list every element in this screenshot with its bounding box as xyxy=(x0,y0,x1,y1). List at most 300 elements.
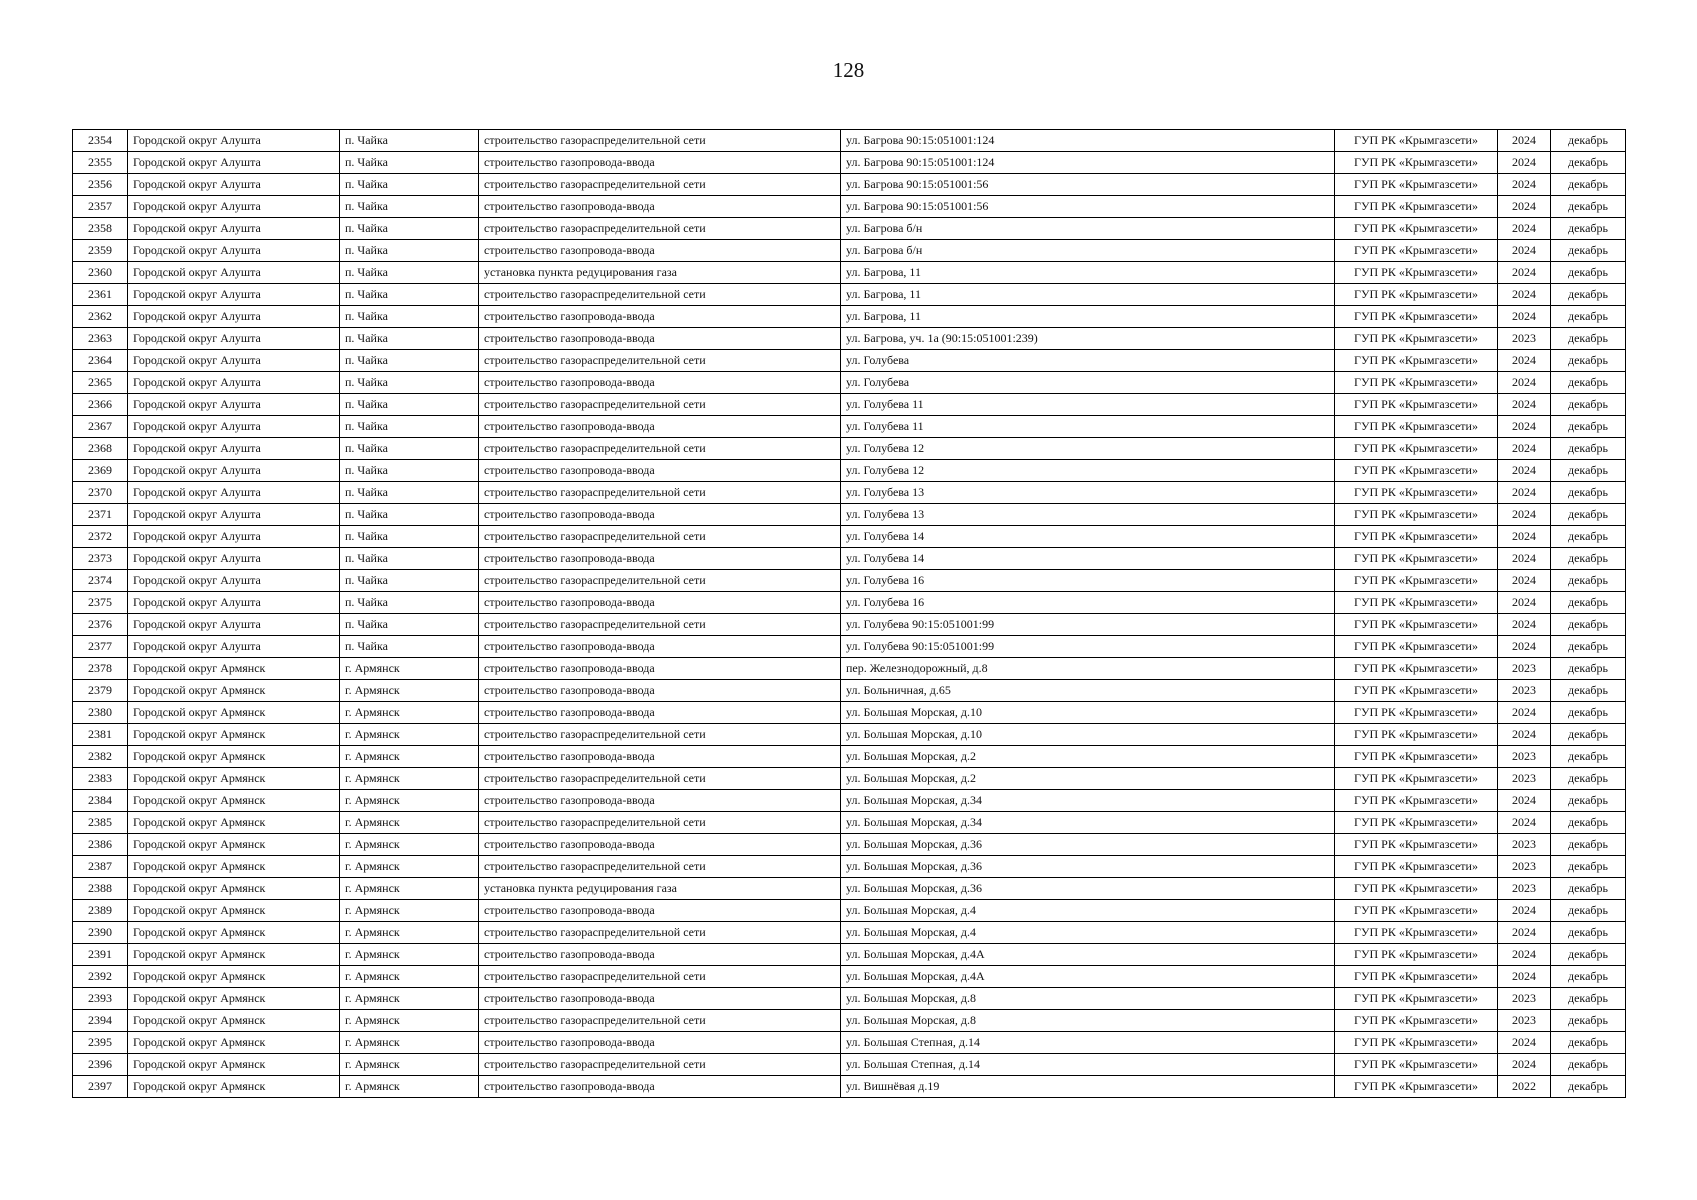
table-body xyxy=(73,130,1626,1098)
organization-cell: ГУП РК «Крымгазсети» xyxy=(1335,834,1498,856)
month-cell: декабрь xyxy=(1551,1054,1626,1076)
municipality-cell: Городской округ Алушта xyxy=(128,526,340,548)
month-cell: декабрь xyxy=(1551,592,1626,614)
month-cell: декабрь xyxy=(1551,812,1626,834)
work-type-cell: строительство газораспределительной сети xyxy=(479,482,841,504)
settlement-cell: п. Чайка xyxy=(340,372,479,394)
work-type-cell: строительство газораспределительной сети xyxy=(479,438,841,460)
table-row xyxy=(73,130,1626,152)
row-number-cell: 2359 xyxy=(73,240,128,262)
settlement-cell: г. Армянск xyxy=(340,1054,479,1076)
work-type-cell: строительство газораспределительной сети xyxy=(479,768,841,790)
settlement-cell: г. Армянск xyxy=(340,768,479,790)
address-cell: ул. Багрова б/н xyxy=(841,240,1335,262)
municipality-cell: Городской округ Армянск xyxy=(128,966,340,988)
organization-cell: ГУП РК «Крымгазсети» xyxy=(1335,394,1498,416)
month-cell: декабрь xyxy=(1551,438,1626,460)
settlement-cell: п. Чайка xyxy=(340,130,479,152)
row-number-cell: 2370 xyxy=(73,482,128,504)
municipality-cell: Городской округ Армянск xyxy=(128,1054,340,1076)
organization-cell: ГУП РК «Крымгазсети» xyxy=(1335,922,1498,944)
row-number-cell: 2384 xyxy=(73,790,128,812)
address-cell: пер. Железнодорожный, д.8 xyxy=(841,658,1335,680)
month-cell: декабрь xyxy=(1551,284,1626,306)
work-type-cell: строительство газопровода-ввода xyxy=(479,548,841,570)
municipality-cell: Городской округ Алушта xyxy=(128,218,340,240)
row-number-cell: 2358 xyxy=(73,218,128,240)
month-cell: декабрь xyxy=(1551,790,1626,812)
municipality-cell: Городской округ Армянск xyxy=(128,1076,340,1098)
work-type-cell: строительство газопровода-ввода xyxy=(479,372,841,394)
table-row xyxy=(73,922,1626,944)
table-row xyxy=(73,570,1626,592)
organization-cell: ГУП РК «Крымгазсети» xyxy=(1335,592,1498,614)
table-row xyxy=(73,878,1626,900)
municipality-cell: Городской округ Армянск xyxy=(128,768,340,790)
year-cell: 2023 xyxy=(1498,658,1551,680)
settlement-cell: г. Армянск xyxy=(340,812,479,834)
row-number-cell: 2357 xyxy=(73,196,128,218)
table-row xyxy=(73,482,1626,504)
municipality-cell: Городской округ Армянск xyxy=(128,702,340,724)
month-cell: декабрь xyxy=(1551,636,1626,658)
settlement-cell: п. Чайка xyxy=(340,218,479,240)
year-cell: 2024 xyxy=(1498,570,1551,592)
work-type-cell: строительство газопровода-ввода xyxy=(479,944,841,966)
month-cell: декабрь xyxy=(1551,944,1626,966)
month-cell: декабрь xyxy=(1551,768,1626,790)
table-row xyxy=(73,746,1626,768)
year-cell: 2023 xyxy=(1498,878,1551,900)
year-cell: 2023 xyxy=(1498,834,1551,856)
row-number-cell: 2372 xyxy=(73,526,128,548)
organization-cell: ГУП РК «Крымгазсети» xyxy=(1335,812,1498,834)
organization-cell: ГУП РК «Крымгазсети» xyxy=(1335,702,1498,724)
organization-cell: ГУП РК «Крымгазсети» xyxy=(1335,218,1498,240)
month-cell: декабрь xyxy=(1551,1010,1626,1032)
row-number-cell: 2379 xyxy=(73,680,128,702)
organization-cell: ГУП РК «Крымгазсети» xyxy=(1335,240,1498,262)
municipality-cell: Городской округ Армянск xyxy=(128,834,340,856)
address-cell: ул. Багрова 90:15:051001:124 xyxy=(841,152,1335,174)
organization-cell: ГУП РК «Крымгазсети» xyxy=(1335,768,1498,790)
organization-cell: ГУП РК «Крымгазсети» xyxy=(1335,1054,1498,1076)
address-cell: ул. Голубева 12 xyxy=(841,438,1335,460)
year-cell: 2024 xyxy=(1498,614,1551,636)
work-type-cell: установка пункта редуцирования газа xyxy=(479,262,841,284)
month-cell: декабрь xyxy=(1551,614,1626,636)
municipality-cell: Городской округ Алушта xyxy=(128,284,340,306)
settlement-cell: п. Чайка xyxy=(340,460,479,482)
municipality-cell: Городской округ Алушта xyxy=(128,196,340,218)
work-type-cell: строительство газопровода-ввода xyxy=(479,416,841,438)
table-row xyxy=(73,944,1626,966)
month-cell: декабрь xyxy=(1551,746,1626,768)
table-row xyxy=(73,592,1626,614)
address-cell: ул. Багрова, 11 xyxy=(841,262,1335,284)
row-number-cell: 2376 xyxy=(73,614,128,636)
row-number-cell: 2383 xyxy=(73,768,128,790)
address-cell: ул. Голубева 16 xyxy=(841,570,1335,592)
municipality-cell: Городской округ Армянск xyxy=(128,746,340,768)
year-cell: 2024 xyxy=(1498,284,1551,306)
table-row xyxy=(73,790,1626,812)
organization-cell: ГУП РК «Крымгазсети» xyxy=(1335,328,1498,350)
organization-cell: ГУП РК «Крымгазсети» xyxy=(1335,306,1498,328)
month-cell: декабрь xyxy=(1551,262,1626,284)
year-cell: 2023 xyxy=(1498,1010,1551,1032)
organization-cell: ГУП РК «Крымгазсети» xyxy=(1335,174,1498,196)
row-number-cell: 2395 xyxy=(73,1032,128,1054)
settlement-cell: г. Армянск xyxy=(340,988,479,1010)
month-cell: декабрь xyxy=(1551,548,1626,570)
table-row xyxy=(73,548,1626,570)
address-cell: ул. Больничная, д.65 xyxy=(841,680,1335,702)
work-type-cell: строительство газопровода-ввода xyxy=(479,460,841,482)
organization-cell: ГУП РК «Крымгазсети» xyxy=(1335,900,1498,922)
table-row xyxy=(73,152,1626,174)
address-cell: ул. Большая Морская, д.8 xyxy=(841,1010,1335,1032)
address-cell: ул. Голубева 90:15:051001:99 xyxy=(841,614,1335,636)
table-row xyxy=(73,262,1626,284)
month-cell: декабрь xyxy=(1551,1032,1626,1054)
table-row xyxy=(73,416,1626,438)
month-cell: декабрь xyxy=(1551,482,1626,504)
municipality-cell: Городской округ Алушта xyxy=(128,548,340,570)
table-row xyxy=(73,196,1626,218)
municipality-cell: Городской округ Алушта xyxy=(128,614,340,636)
settlement-cell: п. Чайка xyxy=(340,438,479,460)
row-number-cell: 2369 xyxy=(73,460,128,482)
municipality-cell: Городской округ Алушта xyxy=(128,570,340,592)
row-number-cell: 2362 xyxy=(73,306,128,328)
year-cell: 2024 xyxy=(1498,460,1551,482)
year-cell: 2024 xyxy=(1498,526,1551,548)
work-type-cell: строительство газораспределительной сети xyxy=(479,350,841,372)
municipality-cell: Городской округ Армянск xyxy=(128,988,340,1010)
work-type-cell: строительство газопровода-ввода xyxy=(479,988,841,1010)
month-cell: декабрь xyxy=(1551,130,1626,152)
address-cell: ул. Большая Морская, д.36 xyxy=(841,878,1335,900)
row-number-cell: 2385 xyxy=(73,812,128,834)
row-number-cell: 2382 xyxy=(73,746,128,768)
settlement-cell: г. Армянск xyxy=(340,856,479,878)
work-type-cell: строительство газораспределительной сети xyxy=(479,174,841,196)
organization-cell: ГУП РК «Крымгазсети» xyxy=(1335,196,1498,218)
organization-cell: ГУП РК «Крымгазсети» xyxy=(1335,130,1498,152)
work-type-cell: установка пункта редуцирования газа xyxy=(479,878,841,900)
table-row xyxy=(73,680,1626,702)
year-cell: 2024 xyxy=(1498,372,1551,394)
organization-cell: ГУП РК «Крымгазсети» xyxy=(1335,460,1498,482)
year-cell: 2023 xyxy=(1498,328,1551,350)
organization-cell: ГУП РК «Крымгазсети» xyxy=(1335,482,1498,504)
year-cell: 2023 xyxy=(1498,768,1551,790)
municipality-cell: Городской округ Алушта xyxy=(128,306,340,328)
month-cell: декабрь xyxy=(1551,350,1626,372)
table-row xyxy=(73,460,1626,482)
year-cell: 2024 xyxy=(1498,636,1551,658)
settlement-cell: п. Чайка xyxy=(340,548,479,570)
row-number-cell: 2391 xyxy=(73,944,128,966)
work-type-cell: строительство газопровода-ввода xyxy=(479,680,841,702)
work-type-cell: строительство газораспределительной сети xyxy=(479,724,841,746)
work-type-cell: строительство газораспределительной сети xyxy=(479,130,841,152)
organization-cell: ГУП РК «Крымгазсети» xyxy=(1335,262,1498,284)
work-type-cell: строительство газораспределительной сети xyxy=(479,218,841,240)
work-type-cell: строительство газопровода-ввода xyxy=(479,592,841,614)
municipality-cell: Городской округ Армянск xyxy=(128,724,340,746)
month-cell: декабрь xyxy=(1551,680,1626,702)
row-number-cell: 2392 xyxy=(73,966,128,988)
settlement-cell: г. Армянск xyxy=(340,834,479,856)
row-number-cell: 2378 xyxy=(73,658,128,680)
year-cell: 2024 xyxy=(1498,218,1551,240)
municipality-cell: Городской округ Алушта xyxy=(128,174,340,196)
table-row xyxy=(73,1010,1626,1032)
organization-cell: ГУП РК «Крымгазсети» xyxy=(1335,724,1498,746)
table-row xyxy=(73,856,1626,878)
row-number-cell: 2364 xyxy=(73,350,128,372)
row-number-cell: 2390 xyxy=(73,922,128,944)
address-cell: ул. Багрова, уч. 1а (90:15:051001:239) xyxy=(841,328,1335,350)
year-cell: 2024 xyxy=(1498,262,1551,284)
work-type-cell: строительство газораспределительной сети xyxy=(479,922,841,944)
table-row xyxy=(73,702,1626,724)
address-cell: ул. Вишнёвая д.19 xyxy=(841,1076,1335,1098)
table-row xyxy=(73,636,1626,658)
year-cell: 2024 xyxy=(1498,966,1551,988)
row-number-cell: 2396 xyxy=(73,1054,128,1076)
organization-cell: ГУП РК «Крымгазсети» xyxy=(1335,526,1498,548)
settlement-cell: г. Армянск xyxy=(340,922,479,944)
table-row xyxy=(73,1032,1626,1054)
organization-cell: ГУП РК «Крымгазсети» xyxy=(1335,856,1498,878)
municipality-cell: Городской округ Алушта xyxy=(128,460,340,482)
table-row xyxy=(73,240,1626,262)
row-number-cell: 2373 xyxy=(73,548,128,570)
gasification-register-table xyxy=(72,129,1626,1098)
work-type-cell: строительство газораспределительной сети xyxy=(479,526,841,548)
work-type-cell: строительство газопровода-ввода xyxy=(479,1032,841,1054)
address-cell: ул. Багрова 90:15:051001:124 xyxy=(841,130,1335,152)
work-type-cell: строительство газораспределительной сети xyxy=(479,812,841,834)
address-cell: ул. Голубева 11 xyxy=(841,416,1335,438)
address-cell: ул. Голубева 13 xyxy=(841,504,1335,526)
row-number-cell: 2388 xyxy=(73,878,128,900)
address-cell: ул. Большая Морская, д.10 xyxy=(841,702,1335,724)
table-row xyxy=(73,306,1626,328)
year-cell: 2023 xyxy=(1498,680,1551,702)
row-number-cell: 2374 xyxy=(73,570,128,592)
work-type-cell: строительство газопровода-ввода xyxy=(479,900,841,922)
row-number-cell: 2366 xyxy=(73,394,128,416)
row-number-cell: 2394 xyxy=(73,1010,128,1032)
year-cell: 2024 xyxy=(1498,812,1551,834)
year-cell: 2024 xyxy=(1498,438,1551,460)
year-cell: 2024 xyxy=(1498,394,1551,416)
year-cell: 2023 xyxy=(1498,856,1551,878)
year-cell: 2024 xyxy=(1498,1054,1551,1076)
month-cell: декабрь xyxy=(1551,570,1626,592)
municipality-cell: Городской округ Алушта xyxy=(128,482,340,504)
address-cell: ул. Голубева 11 xyxy=(841,394,1335,416)
settlement-cell: п. Чайка xyxy=(340,526,479,548)
table-row xyxy=(73,504,1626,526)
work-type-cell: строительство газораспределительной сети xyxy=(479,284,841,306)
year-cell: 2024 xyxy=(1498,504,1551,526)
table-row xyxy=(73,1054,1626,1076)
organization-cell: ГУП РК «Крымгазсети» xyxy=(1335,746,1498,768)
settlement-cell: п. Чайка xyxy=(340,284,479,306)
address-cell: ул. Голубева 12 xyxy=(841,460,1335,482)
address-cell: ул. Большая Морская, д.4А xyxy=(841,944,1335,966)
settlement-cell: п. Чайка xyxy=(340,504,479,526)
table-row xyxy=(73,526,1626,548)
row-number-cell: 2397 xyxy=(73,1076,128,1098)
municipality-cell: Городской округ Алушта xyxy=(128,240,340,262)
table-row xyxy=(73,966,1626,988)
settlement-cell: г. Армянск xyxy=(340,1010,479,1032)
organization-cell: ГУП РК «Крымгазсети» xyxy=(1335,1032,1498,1054)
settlement-cell: г. Армянск xyxy=(340,878,479,900)
work-type-cell: строительство газораспределительной сети xyxy=(479,570,841,592)
municipality-cell: Городской округ Алушта xyxy=(128,504,340,526)
address-cell: ул. Голубева 90:15:051001:99 xyxy=(841,636,1335,658)
table-row xyxy=(73,1076,1626,1098)
settlement-cell: п. Чайка xyxy=(340,482,479,504)
work-type-cell: строительство газораспределительной сети xyxy=(479,614,841,636)
year-cell: 2024 xyxy=(1498,900,1551,922)
page-number: 128 xyxy=(832,58,865,82)
organization-cell: ГУП РК «Крымгазсети» xyxy=(1335,504,1498,526)
work-type-cell: строительство газопровода-ввода xyxy=(479,1076,841,1098)
settlement-cell: п. Чайка xyxy=(340,328,479,350)
address-cell: ул. Багрова, 11 xyxy=(841,284,1335,306)
municipality-cell: Городской округ Алушта xyxy=(128,262,340,284)
organization-cell: ГУП РК «Крымгазсети» xyxy=(1335,152,1498,174)
address-cell: ул. Голубева 14 xyxy=(841,526,1335,548)
address-cell: ул. Большая Морская, д.34 xyxy=(841,812,1335,834)
address-cell: ул. Большая Морская, д.4 xyxy=(841,900,1335,922)
municipality-cell: Городской округ Армянск xyxy=(128,790,340,812)
municipality-cell: Городской округ Алушта xyxy=(128,350,340,372)
year-cell: 2024 xyxy=(1498,196,1551,218)
settlement-cell: п. Чайка xyxy=(340,416,479,438)
organization-cell: ГУП РК «Крымгазсети» xyxy=(1335,416,1498,438)
municipality-cell: Городской округ Алушта xyxy=(128,592,340,614)
table-row xyxy=(73,328,1626,350)
address-cell: ул. Большая Морская, д.10 xyxy=(841,724,1335,746)
month-cell: декабрь xyxy=(1551,174,1626,196)
row-number-cell: 2386 xyxy=(73,834,128,856)
month-cell: декабрь xyxy=(1551,702,1626,724)
month-cell: декабрь xyxy=(1551,1076,1626,1098)
organization-cell: ГУП РК «Крымгазсети» xyxy=(1335,1076,1498,1098)
organization-cell: ГУП РК «Крымгазсети» xyxy=(1335,372,1498,394)
organization-cell: ГУП РК «Крымгазсети» xyxy=(1335,438,1498,460)
work-type-cell: строительство газопровода-ввода xyxy=(479,658,841,680)
month-cell: декабрь xyxy=(1551,416,1626,438)
work-type-cell: строительство газопровода-ввода xyxy=(479,328,841,350)
row-number-cell: 2377 xyxy=(73,636,128,658)
row-number-cell: 2368 xyxy=(73,438,128,460)
organization-cell: ГУП РК «Крымгазсети» xyxy=(1335,614,1498,636)
work-type-cell: строительство газопровода-ввода xyxy=(479,834,841,856)
month-cell: декабрь xyxy=(1551,240,1626,262)
municipality-cell: Городской округ Алушта xyxy=(128,372,340,394)
work-type-cell: строительство газораспределительной сети xyxy=(479,1010,841,1032)
table-row xyxy=(73,394,1626,416)
month-cell: декабрь xyxy=(1551,834,1626,856)
settlement-cell: п. Чайка xyxy=(340,262,479,284)
row-number-cell: 2367 xyxy=(73,416,128,438)
table-row xyxy=(73,658,1626,680)
year-cell: 2024 xyxy=(1498,724,1551,746)
municipality-cell: Городской округ Алушта xyxy=(128,394,340,416)
work-type-cell: строительство газопровода-ввода xyxy=(479,240,841,262)
table-row xyxy=(73,768,1626,790)
table-row xyxy=(73,834,1626,856)
municipality-cell: Городской округ Армянск xyxy=(128,900,340,922)
address-cell: ул. Голубева 14 xyxy=(841,548,1335,570)
address-cell: ул. Багрова б/н xyxy=(841,218,1335,240)
settlement-cell: п. Чайка xyxy=(340,174,479,196)
settlement-cell: г. Армянск xyxy=(340,702,479,724)
row-number-cell: 2360 xyxy=(73,262,128,284)
year-cell: 2024 xyxy=(1498,240,1551,262)
municipality-cell: Городской округ Алушта xyxy=(128,328,340,350)
municipality-cell: Городской округ Армянск xyxy=(128,1010,340,1032)
month-cell: декабрь xyxy=(1551,900,1626,922)
month-cell: декабрь xyxy=(1551,196,1626,218)
settlement-cell: п. Чайка xyxy=(340,636,479,658)
municipality-cell: Городской округ Алушта xyxy=(128,438,340,460)
year-cell: 2024 xyxy=(1498,790,1551,812)
organization-cell: ГУП РК «Крымгазсети» xyxy=(1335,790,1498,812)
municipality-cell: Городской округ Армянск xyxy=(128,922,340,944)
work-type-cell: строительство газопровода-ввода xyxy=(479,152,841,174)
address-cell: ул. Большая Морская, д.2 xyxy=(841,768,1335,790)
month-cell: декабрь xyxy=(1551,878,1626,900)
municipality-cell: Городской округ Армянск xyxy=(128,878,340,900)
settlement-cell: п. Чайка xyxy=(340,306,479,328)
table-row xyxy=(73,218,1626,240)
organization-cell: ГУП РК «Крымгазсети» xyxy=(1335,878,1498,900)
row-number-cell: 2381 xyxy=(73,724,128,746)
address-cell: ул. Большая Морская, д.8 xyxy=(841,988,1335,1010)
row-number-cell: 2361 xyxy=(73,284,128,306)
organization-cell: ГУП РК «Крымгазсети» xyxy=(1335,658,1498,680)
organization-cell: ГУП РК «Крымгазсети» xyxy=(1335,966,1498,988)
municipality-cell: Городской округ Армянск xyxy=(128,944,340,966)
municipality-cell: Городской округ Алушта xyxy=(128,416,340,438)
year-cell: 2023 xyxy=(1498,988,1551,1010)
settlement-cell: п. Чайка xyxy=(340,350,479,372)
table-row xyxy=(73,724,1626,746)
month-cell: декабрь xyxy=(1551,460,1626,482)
month-cell: декабрь xyxy=(1551,372,1626,394)
municipality-cell: Городской округ Армянск xyxy=(128,658,340,680)
address-cell: ул. Большая Морская, д.36 xyxy=(841,856,1335,878)
municipality-cell: Городской округ Армянск xyxy=(128,680,340,702)
address-cell: ул. Багрова, 11 xyxy=(841,306,1335,328)
year-cell: 2022 xyxy=(1498,1076,1551,1098)
row-number-cell: 2365 xyxy=(73,372,128,394)
work-type-cell: строительство газораспределительной сети xyxy=(479,966,841,988)
municipality-cell: Городской округ Армянск xyxy=(128,1032,340,1054)
municipality-cell: Городской округ Армянск xyxy=(128,812,340,834)
